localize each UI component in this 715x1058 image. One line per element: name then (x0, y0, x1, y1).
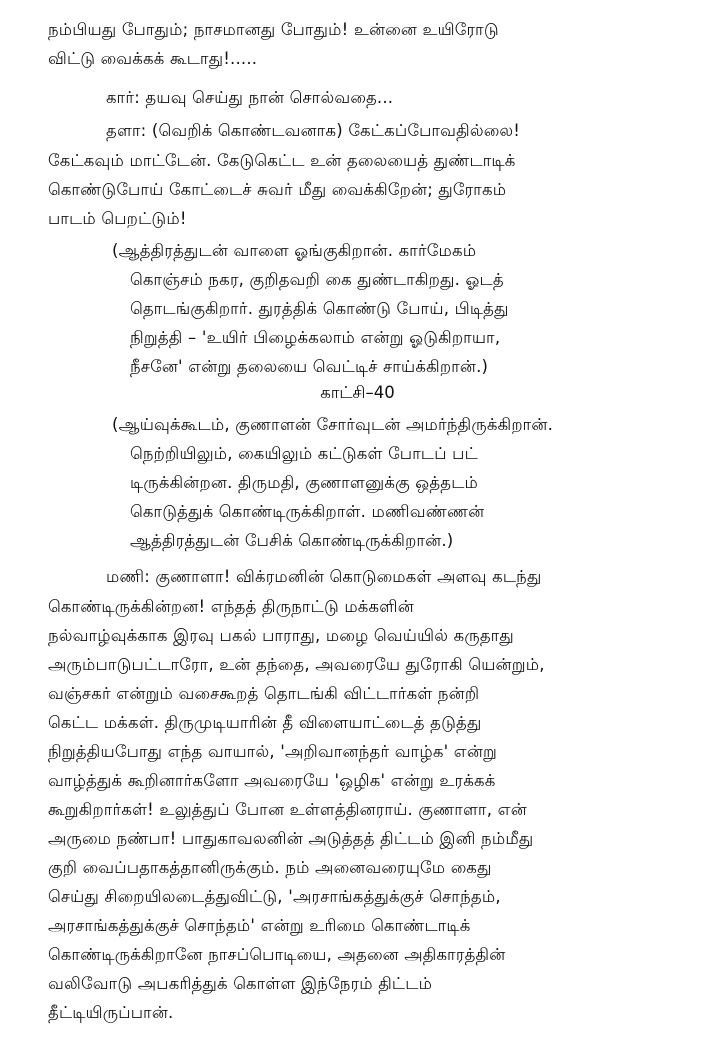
text-line: கேட்கவும் மாட்டேன். கேடுகெட்ட உன் தலையைத் துண்டாடிக் (48, 151, 516, 170)
text-line: செய்து சிறையிலடைத்துவிட்டு, 'அரசாங்கத்துக்குச் சொந்தம், (48, 887, 501, 906)
text-line: விட்டு வைக்கக் கூடாது!..... (48, 49, 258, 68)
text-line: நம்பியது போதும்; நாசமானது போதும்! உன்னை உயிரோடு (48, 20, 499, 39)
stage-direction-line: கொஞ்சம் நகர, குறிதவறி கை துண்டாகிறது. ஓடத் (130, 270, 504, 289)
text-line: வலிவோடு அபகரித்துக் கொள்ள இந்நேரம் திட்டம் (48, 974, 433, 993)
text-line: அரசாங்கத்துக்குச் சொந்தம்' என்று உரிமை கொண்டாடிக் (48, 916, 471, 935)
stage-direction-line: நெற்றியிலும், கையிலும் கட்டுகள் போடப் பட் (130, 444, 478, 463)
stage-direction-line: டிருக்கின்றன. திருமதி, குணாளனுக்கு ஒத்தடம் (130, 473, 479, 492)
stage-direction-line: (ஆய்வுக்கூடம், குணாளன் சோர்வுடன் அமர்ந்திருக்கிறான். (112, 415, 554, 434)
text-line: கொண்டுபோய் கோட்டைச் சுவர் மீது வைக்கிறேன்; துரோகம் (48, 180, 507, 199)
dialogue-line: தளா: (வெறிக் கொண்டவனாக) கேட்கப்போவதில்லை! (106, 121, 521, 140)
stage-direction-line: (ஆத்திரத்துடன் வாளை ஓங்குகிறான். கார்மேகம் (112, 241, 477, 260)
stage-direction-line: நீசனே' என்று தலையை வெட்டிச் சாய்க்கிறான்.) (130, 357, 489, 376)
stage-direction-line: கொடுத்துக் கொண்டிருக்கிறாள். மணிவண்ணன் (130, 502, 485, 521)
text-line: பாடம் பெறட்டும்! (48, 209, 187, 228)
text-line: கொண்டிருக்கின்றன! எந்தத் திருநாட்டு மக்களின் (48, 597, 414, 616)
text-line: தீட்டியிருப்பான். (48, 1003, 174, 1022)
scene-heading: காட்சி–40 (320, 383, 395, 402)
text-line: வஞ்சகர் என்றும் வசைகூறத் தொடங்கி விட்டார்கள் நன்றி (48, 684, 480, 703)
stage-direction-line: நிறுத்தி – 'உயிர் பிழைக்கலாம் என்று ஓடுகிறாயா, (130, 328, 501, 347)
text-line: கெட்ட மக்கள். திருமுடியாரின் தீ விளையாட்டைத் தடுத்து (48, 713, 482, 732)
text-line: கொண்டிருக்கிறானே நாசப்பொடியை, அதனை அதிகாரத்தின் (48, 945, 506, 964)
text-line: கூறுகிறார்கள்! உலுத்துப் போன உள்ளத்தினராய். குணாளா, என் (48, 800, 527, 819)
dialogue-line: மணி: குணாளா! விக்ரமனின் கொடுமைகள் அளவு கடந்து (106, 567, 542, 586)
stage-direction-line: ஆத்திரத்துடன் பேசிக் கொண்டிருக்கிறான்.) (130, 531, 454, 550)
text-line: நல்வாழ்வுக்காக இரவு பகல் பாராது, மழை வெய்யில் கருதாது (48, 626, 514, 645)
text-line: குறி வைப்பதாகத்தானிருக்கும். நம் அனைவரையுமே கைது (48, 858, 492, 877)
text-line: நிறுத்தியபோது எந்த வாயால், 'அறிவானந்தர் வாழ்க' என்று (48, 742, 498, 761)
text-line: அருமை நண்பா! பாதுகாவலனின் அடுத்தத் திட்டம் இனி நம்மீது (48, 829, 534, 848)
dialogue-line: கார்: தயவு செய்து நான் சொல்வதை... (106, 88, 394, 107)
text-line: அரும்பாடுபட்டாரோ, உன் தந்தை, அவரையே துரோகி யென்றும், (48, 655, 545, 674)
stage-direction-line: தொடங்குகிறார். துரத்திக் கொண்டு போய், பிடித்து (130, 299, 509, 318)
text-line: வாழ்த்துக் கூறினார்களோ அவரையே 'ஒழிக' என்று உரக்கக் (48, 771, 496, 790)
